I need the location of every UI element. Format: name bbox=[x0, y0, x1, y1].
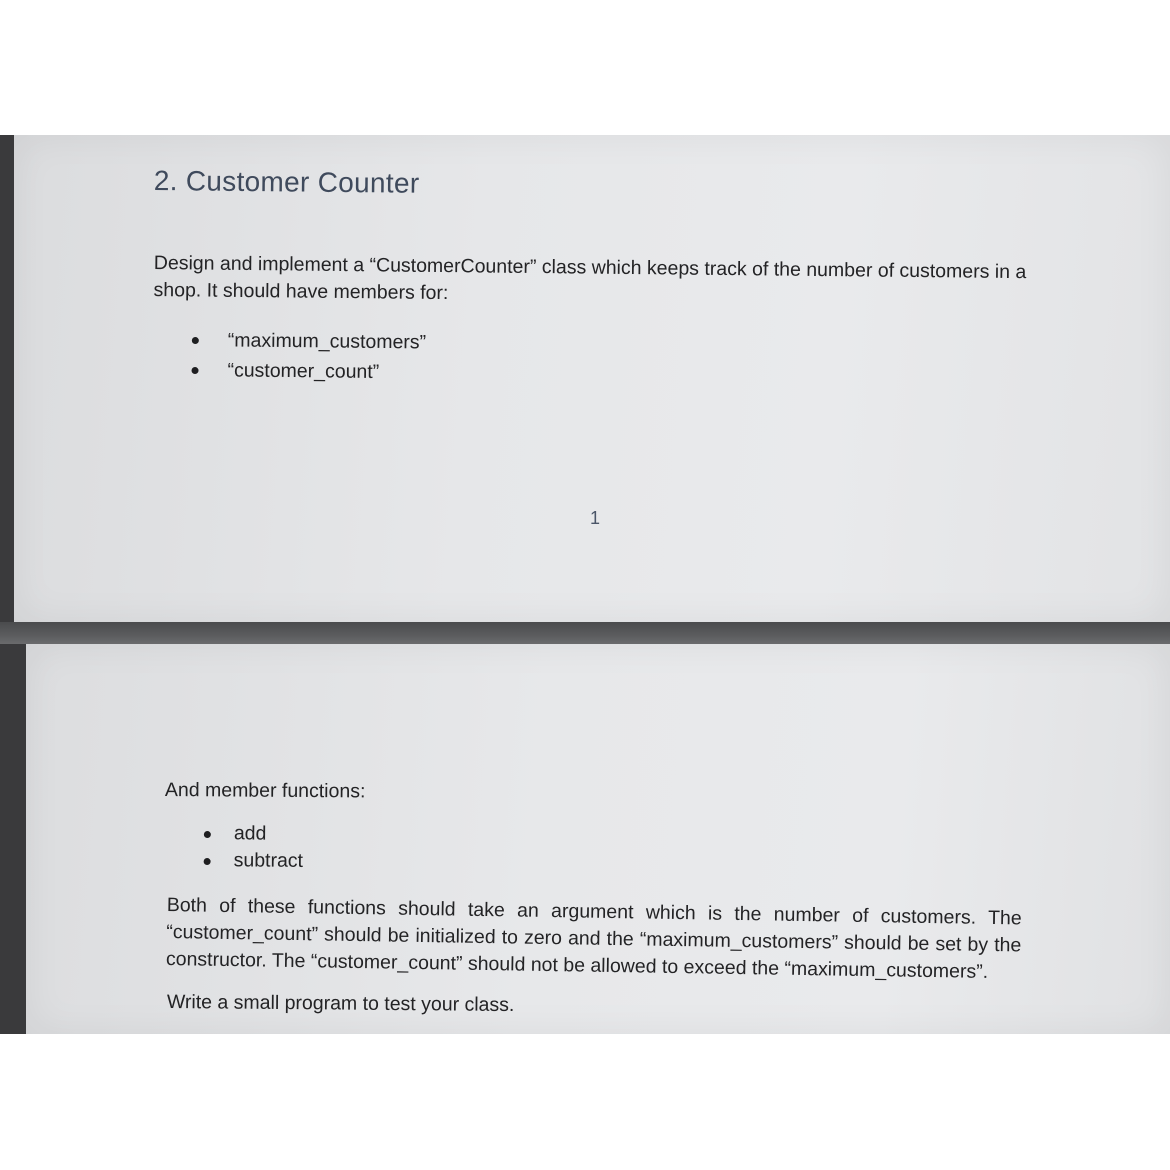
section-heading: 2. Customer Counter bbox=[153, 165, 420, 199]
page-break bbox=[0, 622, 1170, 644]
document-photo bbox=[0, 135, 1170, 1034]
intro-paragraph: Design and implement a “CustomerCounter” class which keeps track of the number of customers in a shop. It should have members for: bbox=[153, 251, 1027, 305]
member-name: “maximum_customers” bbox=[227, 329, 427, 354]
bullet-icon bbox=[204, 831, 211, 838]
document-page-1 bbox=[14, 135, 1170, 622]
members-list bbox=[191, 325, 427, 385]
bullet-icon bbox=[191, 367, 198, 374]
document-page-2 bbox=[26, 644, 1170, 1034]
page-number: 1 bbox=[590, 508, 601, 528]
closing-paragraph: Write a small program to test your class. bbox=[166, 990, 515, 1017]
function-name: add bbox=[233, 822, 267, 845]
description-paragraph: Both of these functions should take an argument which is the number of customers. The “customer_count” should be initialized to zero and the “maximum_customers” should be set by the constructor. The “customer_count” should not be allowed to exceed the “maximum_customers”. bbox=[165, 893, 1022, 983]
function-name: subtract bbox=[233, 849, 304, 872]
bullet-icon bbox=[204, 858, 211, 865]
member-name: “customer_count” bbox=[227, 359, 380, 383]
bullet-icon bbox=[192, 337, 199, 344]
functions-label: And member functions: bbox=[164, 778, 366, 803]
